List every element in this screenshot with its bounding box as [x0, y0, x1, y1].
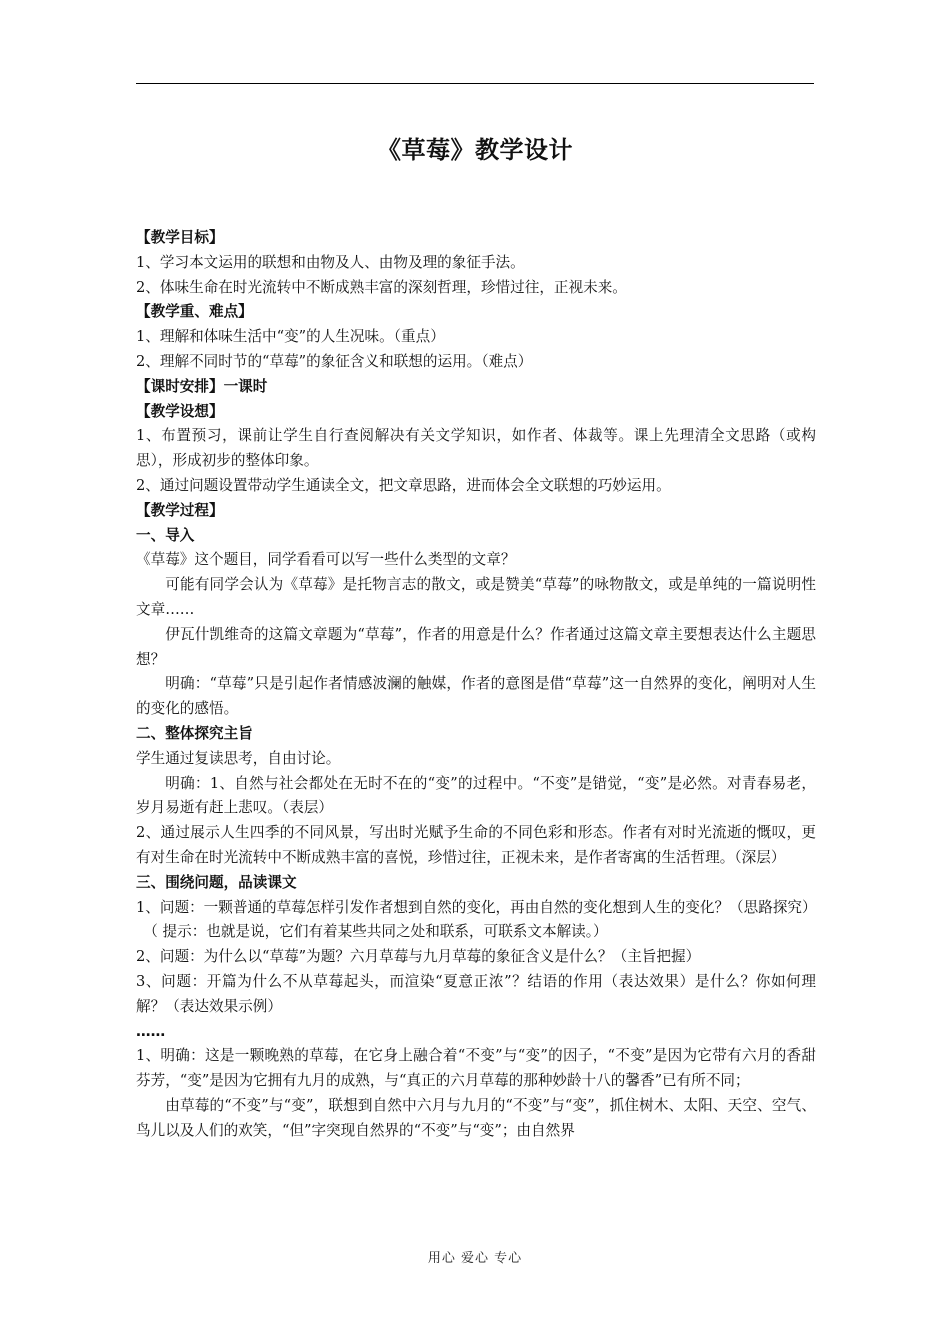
body-paragraph: 2、体味生命在时光流转中不断成熟丰富的深刻哲理，珍惜过往，正视未来。: [136, 278, 627, 296]
body-paragraph: 2、问题：为什么以“草莓”为题？六月草莓与九月草莓的象征含义是什么？（主旨把握）: [136, 948, 701, 966]
body-paragraph: 可能有同学会认为《草莓》是托物言志的散文，或是赞美“草莓”的咏物散文，或是单纯的一篇说明性文章……: [136, 576, 816, 618]
section-heading: 【教学目标】: [136, 229, 224, 246]
body-paragraph: 2、通过展示人生四季的不同风景，写出时光赋予生命的不同色彩和形态。作者有对时光流逝的慨叹，更有对生命在时光流转中不断成熟丰富的喜悦，珍惜过往，正视未来，是作者寄寓的生活哲理。（深层）: [136, 824, 816, 866]
body-paragraph: 学生通过复读思考，自由讨论。: [136, 749, 341, 767]
body-paragraph: 《草莓》这个题目，同学看看可以写一些什么类型的文章？: [136, 551, 516, 569]
document-title: 《草莓》教学设计: [377, 136, 573, 164]
section-heading: 【教学设想】: [136, 402, 224, 420]
body-paragraph: 由草莓的“不变”与“变”，联想到自然中六月与九月的“不变”与“变”，抓住树木、太阳、天空、空气、鸟儿以及人们的欢笑，“但”字突现自然界的“不变”与“变”；由自然界: [136, 1096, 816, 1139]
section-heading: 【教学过程】: [136, 501, 224, 519]
page-footer: 用心 爱心 专心: [427, 1251, 523, 1266]
body-paragraph: 3、问题：开篇为什么不从草莓起头，而渲染“夏意正浓”？结语的作用（表达效果）是什么？你如何理解？（表达效果示例）: [136, 972, 816, 1015]
body-paragraph: 1、问题：一颗普通的草莓怎样引发作者想到自然的变化，再由自然的变化想到人生的变化？（思路探究）: [136, 898, 817, 916]
body-paragraph: （ 提示：也就是说，它们有着某些共同之处和联系，可联系文本解读。）: [143, 923, 608, 941]
body-paragraph: 1、理解和体味生活中“变”的人生况味。（重点）: [136, 328, 445, 346]
section-heading: 一、导入: [136, 526, 195, 544]
body-paragraph: 2、通过问题设置带动学生通读全文，把文章思路，进而体会全文联想的巧妙运用。: [136, 476, 671, 494]
section-heading: 【教学重、难点】: [136, 303, 253, 321]
section-heading: 三、围绕问题，品读课文: [136, 873, 297, 891]
section-heading: 【课时安排】一课时: [136, 377, 268, 395]
body-paragraph: 2、理解不同时节的“草莓”的象征含义和联想的运用。（难点）: [136, 352, 533, 370]
body-paragraph: 明确：1、自然与社会都处在无时不在的“变”的过程中。“不变”是错觉，“变”是必然。对青春易老，岁月易逝有赶上悲叹。（表层）: [136, 774, 816, 817]
body-paragraph: 伊瓦什凯维奇的这篇文章题为“草莓”，作者的用意是什么？作者通过这篇文章主要想表达什么主题思想？: [136, 625, 816, 668]
document-body: [136, 226, 816, 1143]
body-paragraph: 1、明确：这是一颗晚熟的草莓，在它身上融合着“不变”与“变”的因子，“不变”是因为它带有六月的香甜芬芳，“变”是因为它拥有九月的成熟，与“真正的六月草莓的那种妙龄十八的馨香”已有所不同；: [136, 1047, 816, 1090]
section-heading: ……: [136, 1022, 166, 1040]
section-heading: 二、整体探究主旨: [136, 724, 253, 742]
header-rule: [136, 83, 814, 84]
body-paragraph: 1、布置预习，课前让学生自行查阅解决有关文学知识，如作者、体裁等。课上先理清全文思路（或构思），形成初步的整体印象。: [136, 427, 816, 470]
body-paragraph: 1、学习本文运用的联想和由物及人、由物及理的象征手法。: [136, 253, 525, 271]
body-paragraph: 明确：“草莓”只是引起作者情感波澜的触媒，作者的意图是借“草莓”这一自然界的变化，阐明对人生的变化的感悟。: [136, 675, 816, 718]
